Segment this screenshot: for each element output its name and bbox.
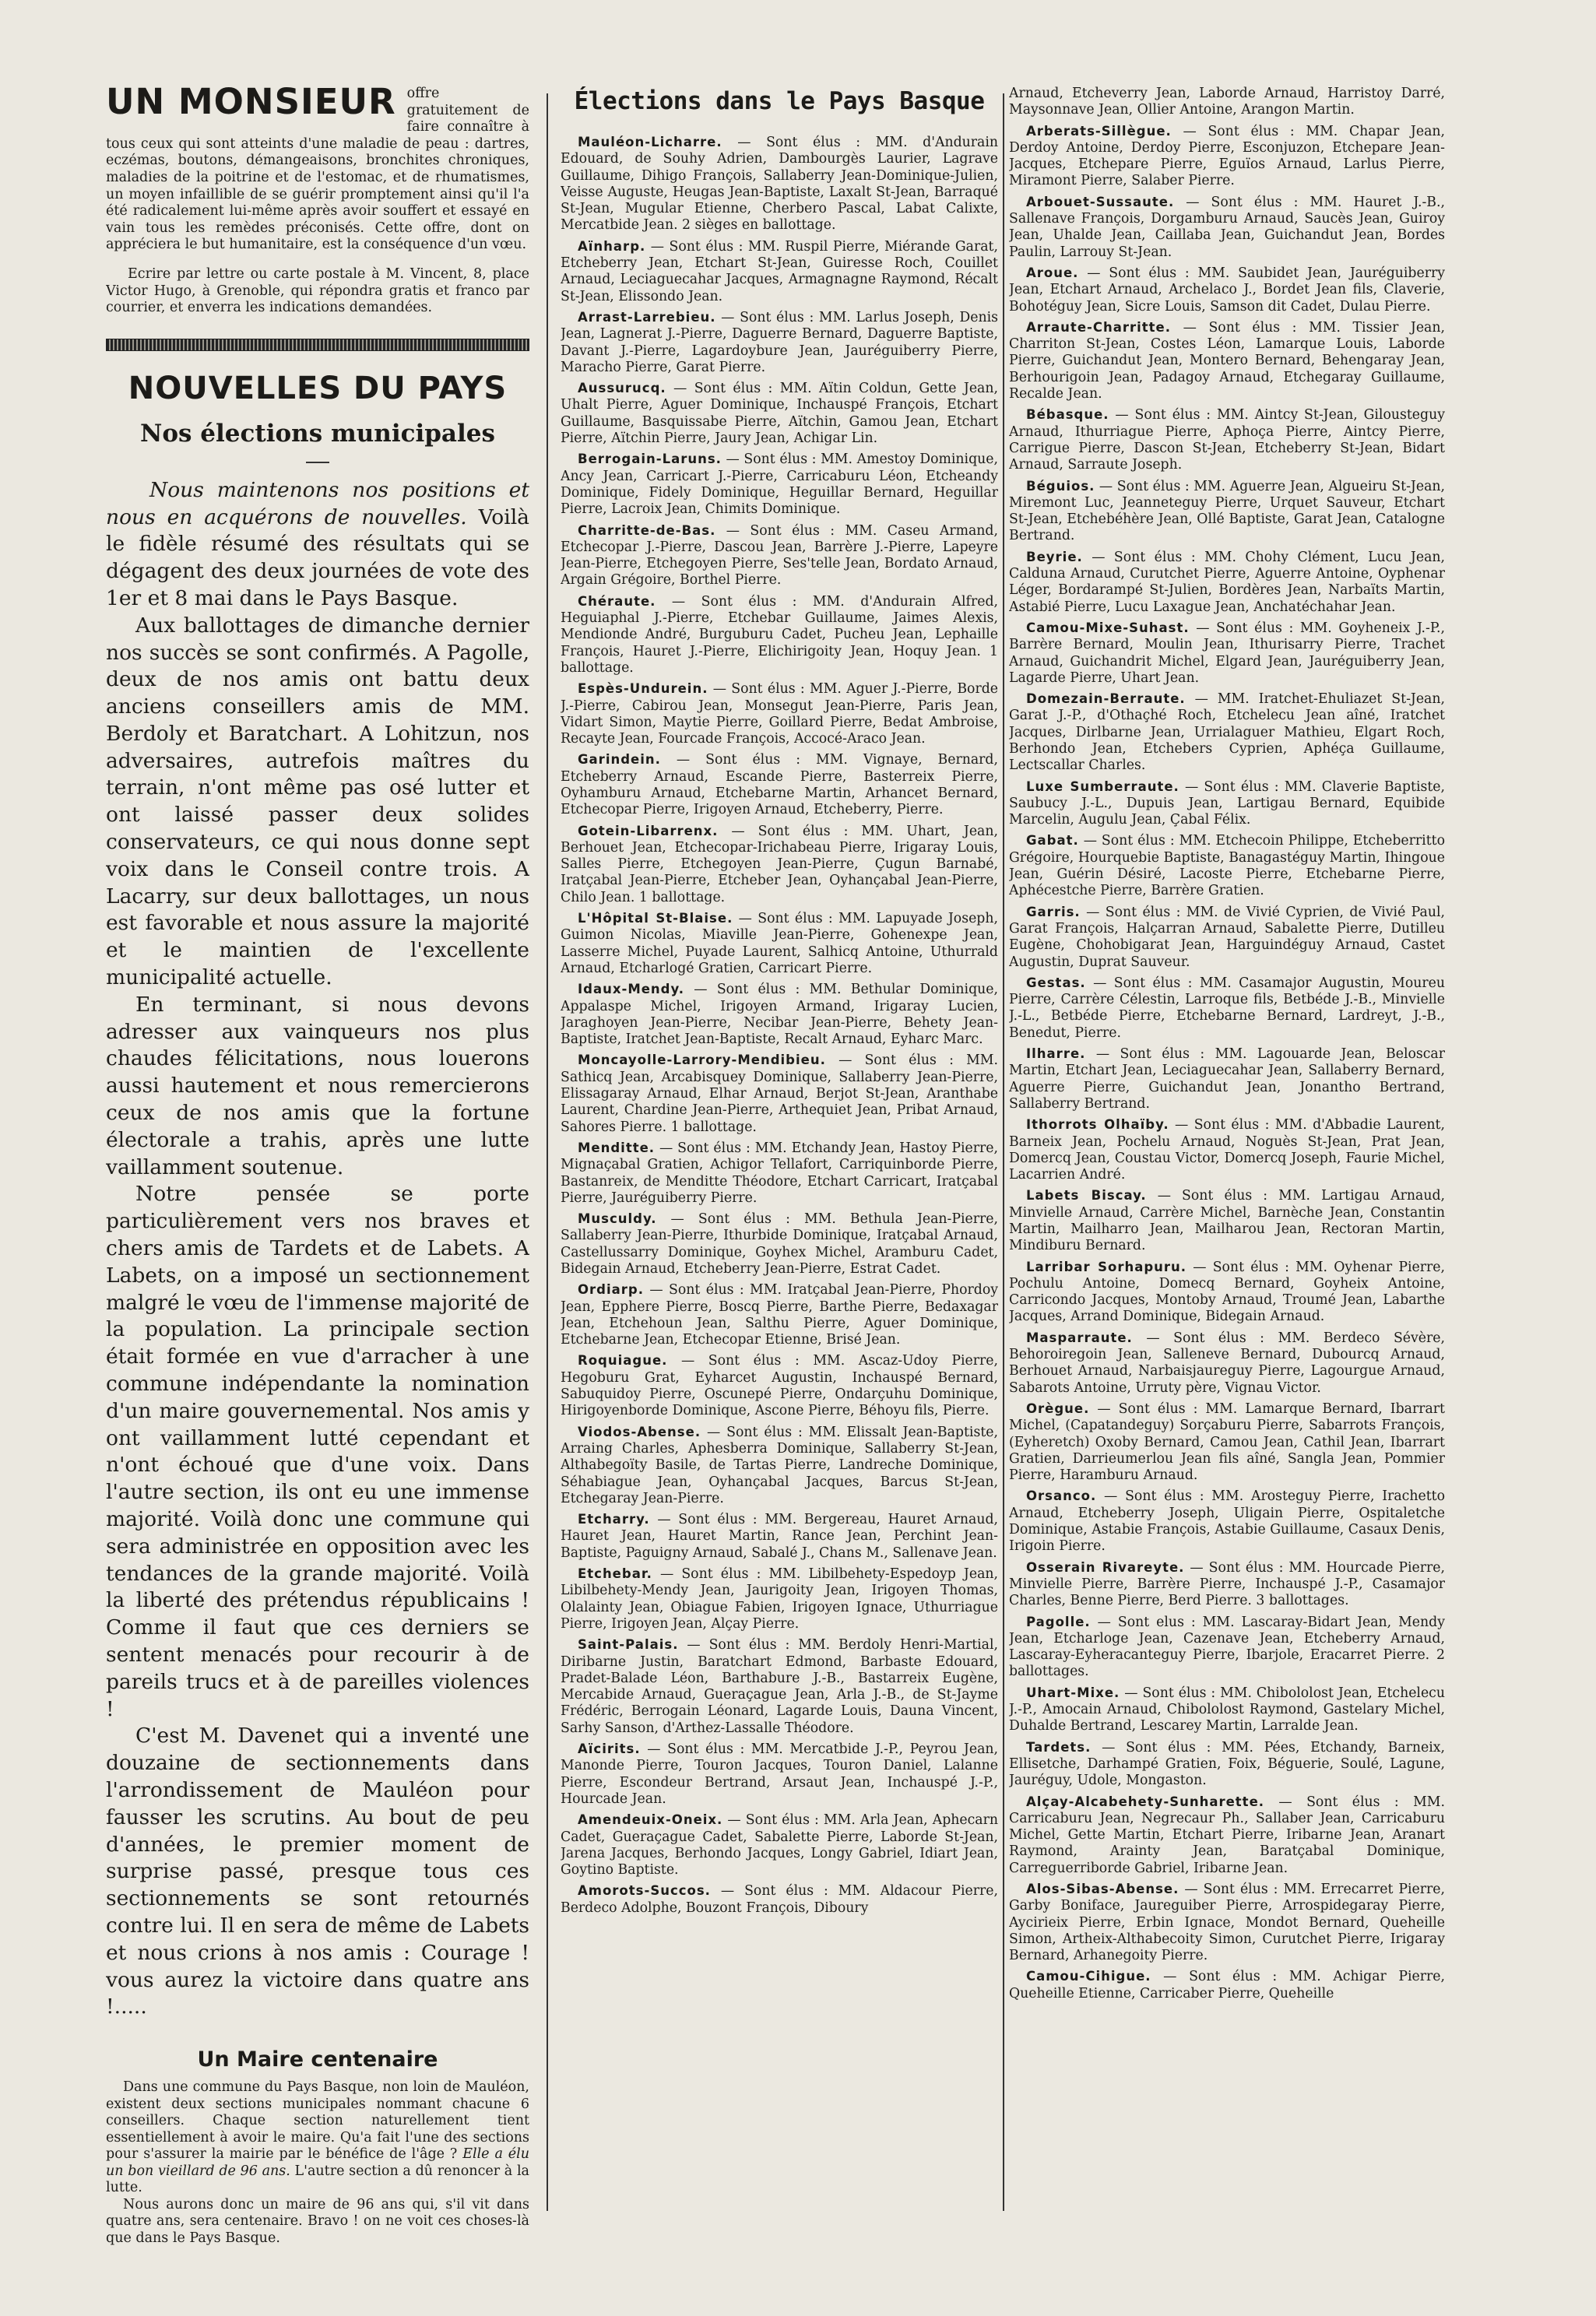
elected-list: — Sont élus : MM. d'Abbadie Laurent, Barneix Jean, Pochelu Arnaud, Noguès St-Jean, Prat Jean, Domercq Jean, Coustau Victor, Domercq Joseph, Faurie Michel, Lacarrien André. xyxy=(1009,1117,1445,1183)
commune-name: Alos-Sibas-Abense. xyxy=(1026,1881,1179,1896)
election-entry xyxy=(561,1281,998,1348)
article-paragraph: Nous maintenons nos positions et nous en acquérons de nouvelles. Voilà le fidèle résumé des résultats qui se dégagent des deux journées de vote des 1er et 8 mai dans le Pays Basque. xyxy=(106,477,529,610)
commune-name: Camou-Cihigue. xyxy=(1026,1969,1151,1984)
elected-list: — Sont élus : MM. Lapuyade Joseph, Guimon Nicolas, Miaville Jean-Pierre, Gohenexpe Jean, Lasserre Michel, Puyade Laurent, Salhicq Antoine, Uthurrald Arnaud, Etcharlogé Gratien, Carricart Pierre. xyxy=(561,911,998,976)
elected-list: — Sont élus : MM. Claverie Baptiste, Saubucy J.-L., Dupuis Jean, Lartigau Bernard, Equibide Marcelin, Augulu Jean, Çabal Félix. xyxy=(1009,778,1445,828)
commune-name: Gotein-Libarrenx. xyxy=(578,823,719,838)
commune-name: Berrogain-Laruns. xyxy=(578,452,722,467)
elected-list: — Sont élus : MM. Goyheneix J.-P., Barrère Bernard, Moulin Jean, Ithurisarry Pierre, Trachet Arnaud, Guichandrit Michel, Elgard Jean, Jauréguiberry Jean, Lagarde Pierre, Uhart Jean. xyxy=(1009,620,1445,686)
election-entry xyxy=(561,380,998,447)
commune-name: Labets Biscay. xyxy=(1026,1188,1147,1204)
election-entry xyxy=(561,1812,998,1878)
left-column xyxy=(106,86,529,2247)
elected-list: — Sont élus : MM. d'Andurain Alfred, Heguiaphal J.-Pierre, Etchebar Guillaume, Jaimes Alexis, Mendionde André, Burguburu Cadet, Pucheu Jean, Lephaille François, Hauret J.-Pierre, Elichirigoity Jean, Hoquy Jean. 1 ballottage. xyxy=(561,593,998,676)
election-entry xyxy=(1009,265,1445,315)
election-entry xyxy=(561,1882,998,1917)
commune-name: Menditte. xyxy=(578,1140,656,1155)
elected-list: — Sont élus : MM. Errecarret Pierre, Garby Boniface, Jaureguiber Pierre, Arrospidegaray Pierre, Aycirieix Pierre, Erbin Ignace, Mondot Bernard, Queheille Simon, Artheix-Althabecoity Simon, Curutchet Pierre, Irigaray Bernard, Arhanegoity Pierre. xyxy=(1009,1881,1445,1964)
elected-list: — Sont élus : MM. Lamarque Bernard, Ibarrart Michel, (Capatandeguy) Sorçaburu Pierre, Sabarrots François, (Eyheretch) Oxoby Bernard, Camou Jean, Cathil Jean, Ibarrart Gratien, Darrieumerlou Jean fils aîné, Sangla Jean, Pommier Pierre, Haramburu Arnaud. xyxy=(1009,1400,1445,1484)
elected-list: — Sont élus : MM. Bethula Jean-Pierre, Sallaberry Jean-Pierre, Ithurbide Dominique, Iratçabal Arnaud, Castellussarry Dominique, Goyhex Michel, Aramburu Cadet, Bidegain Arnaud, Etcheberry Jean-Pierre, Estrat Cadet. xyxy=(561,1211,998,1277)
election-entry xyxy=(1009,904,1445,971)
elected-list: — Sont élus : MM. Amestoy Dominique, Ancy Jean, Carricart J.-Pierre, Carricaburu Léon, Etcheandy Dominique, Fidely Dominique, Heguillar Bernard, Heguillar Pierre, Lacroix Jean, Chimits Dominique. xyxy=(561,452,998,518)
commune-name: Bébasque. xyxy=(1026,407,1109,423)
election-entry xyxy=(1009,1685,1445,1735)
commune-name: Béguios. xyxy=(1026,478,1095,494)
election-entry xyxy=(1009,975,1445,1042)
election-entry xyxy=(561,134,998,234)
commune-name: Orègue. xyxy=(1026,1400,1090,1416)
advertisement xyxy=(106,86,529,254)
election-entry xyxy=(1009,1968,1445,2002)
commune-name: Espès-Undurein. xyxy=(578,681,708,697)
elected-list: — Sont élus : MM. Chohy Clément, Lucu Jean, Calduna Arnaud, Curutchet Pierre, Aguerre Antoine, Oyphenar Léger, Bordarampé St-Julien, Bordères Jean, Narbaïts Martin, Astabié Pierre, Lucu Laxague Jean, Anchatéchahar Jean. xyxy=(1009,549,1445,615)
commune-name: Domezain-Berraute. xyxy=(1026,691,1186,707)
election-entry xyxy=(1009,1116,1445,1183)
elected-list: — Sont élus : MM. Saubidet Jean, Jauréguiberry Jean, Etchart Arnaud, Archelaco J., Bordet Jean fils, Claverie, Bohotéguy Jean, Sicre Louis, Samson dit Cadet, Dulau Pierre. xyxy=(1009,265,1445,315)
elected-list: — Sont élus : MM. Libilbehety-Espedoyp Jean, Libilbehety-Mendy Jean, Jaurigoity Jean, Irigoyen Thomas, Olalainty Jean, Obiague Fabien, Irigoyen Ignace, Uthurriague Pierre, Irigoyen Jean, Alçay Pierre. xyxy=(561,1566,998,1632)
election-entry xyxy=(1009,1330,1445,1397)
election-entry xyxy=(561,451,998,518)
election-entry xyxy=(561,522,998,589)
elected-list: — Sont élus : MM. Bethular Dominique, Appalaspe Michel, Irigoyen Armand, Irigaray Lucien, Jaraghoyen Jean-Pierre, Necibar Jean-Pierre, Behety Jean-Baptiste, Iratchet Jean-Baptiste, Recalt Arnaud, Eyharc Marc. xyxy=(561,982,998,1048)
elected-list: — Sont élus : MM. Lartigau Arnaud, Minvielle Arnaud, Carrère Michel, Barnèche Jean, Constantin Martin, Mailharro Jean, Mailharou Jean, Rectoran Martin, Mindiburu Bernard. xyxy=(1009,1188,1445,1254)
elected-list: — Sont élus : MM. Elissalt Jean-Baptiste, Arraing Charles, Aphesberra Dominique, Sallaberry St-Jean, Althabegoïty Basile, de Tartas Pierre, Landreche Dominique, Séhabiague Jean, Oyhançabal Jacques, Barcus St-Jean, Etchegaray Jean-Pierre. xyxy=(561,1424,998,1506)
election-entry xyxy=(561,910,998,977)
election-entry xyxy=(561,1511,998,1562)
commune-name: Viodos-Abense. xyxy=(578,1424,701,1439)
election-entry xyxy=(1009,832,1445,899)
elected-list: — Sont élus : MM. Berdeco Sévère, Behoroiregoin Jean, Salleneve Bernard, Dubourcq Arnaud, Berhouet Arnaud, Narbaisjaureguy Pierre, Lagourgue Arnaud, Sabarots Antoine, Urruty père, Vignau Victor. xyxy=(1009,1330,1445,1396)
election-entry xyxy=(561,1424,998,1507)
commune-name: Ilharre. xyxy=(1026,1046,1086,1062)
election-entry xyxy=(1009,1400,1445,1484)
commune-name: Arbouet-Sussaute. xyxy=(1026,194,1175,209)
election-entry xyxy=(561,823,998,906)
commune-name: Garindein. xyxy=(578,752,661,768)
title-dash xyxy=(306,462,329,463)
commune-name: Uhart-Mixe. xyxy=(1026,1685,1120,1700)
commune-name: Amendeuix-Oneix. xyxy=(578,1812,723,1828)
election-entry xyxy=(561,1052,998,1135)
election-entry xyxy=(1009,194,1445,261)
commune-name: Mauléon-Licharre. xyxy=(578,135,722,149)
elected-list: — Sont élus : MM. Chibololost Jean, Etchelecu J.-P., Amocain Arnaud, Chibololost Raymond, Gastelary Michel, Duhalde Bertrand, Lescarey Martin, Larralde Jean. xyxy=(1009,1685,1445,1734)
section-title: NOUVELLES DU PAYS xyxy=(128,370,508,406)
commune-name: Alçay-Alcabehety-Sunharette. xyxy=(1026,1794,1265,1809)
commune-name: Masparraute. xyxy=(1026,1330,1133,1345)
election-entry xyxy=(561,309,998,376)
elected-list: — Sont élus : MM. Aguerre Jean, Algueiru St-Jean, Miremont Luc, Jeanneteguy Pierre, Urquet Sauveur, Etchart St-Jean, Etchebéhère Jean, Ollé Baptiste, Garat Jean, Catalogne Bertrand. xyxy=(1009,478,1445,544)
commune-name: Ordiarp. xyxy=(578,1282,644,1298)
commune-name: Camou-Mixe-Suhast. xyxy=(1026,620,1190,635)
election-entry xyxy=(1009,1488,1445,1555)
election-entry xyxy=(561,1211,998,1277)
commune-name: Osserain Rivareyte. xyxy=(1026,1559,1185,1575)
ad-text: offre gratuitement de faire connaître à tous ceux qui sont atteints d'une maladie de peau : dartres, eczémas, boutons, démangeaisons, bronchites chroniques, maladies de la poitrine et de l'estomac, et de rhumatismes, un moyen infaillible de se guérir promptement ainsi qu'il l'a été radicalement lui-même après avoir souffert et essayé en vain tous les remèdes préconisés. Cette offre, dont on appréciera le but humanitaire, est la conséquence d'un vœu. xyxy=(106,86,529,253)
commune-name: Gabat. xyxy=(1026,833,1079,849)
commune-name: Saint-Palais. xyxy=(578,1637,679,1653)
election-entry xyxy=(561,1352,998,1419)
ad-contact: Ecrire par lettre ou carte postale à M. Vincent, 8, place Victor Hugo, à Grenoble, qui répondra gratis et franco par courrier, et enverra les indications demandées. xyxy=(106,265,529,316)
elected-list: — Sont élus : MM. Etchandy Jean, Hastoy Pierre, Mignaçabal Gratien, Achigor Tellafort, Carriquinborde Pierre, Bastanreix, de Menditte Théodore, Etchart Carricart, Iratçabal Pierre, Jauréguiberry Pierre. xyxy=(561,1140,998,1206)
elected-list: — Sont élus : MM. Lagouarde Jean, Beloscar Martin, Etchart Jean, Leciaguecahar Jean, Sallaberry Bernard, Aguerre Pierre, Guichandut Jean, Jonantho Bertrand, Sallaberry Bertrand. xyxy=(1009,1046,1445,1112)
commune-name: Moncayolle-Larrory-Mendibieu. xyxy=(578,1053,826,1068)
commune-name: Charritte-de-Bas. xyxy=(578,522,716,538)
maire-article-body xyxy=(106,2079,529,2247)
election-entry xyxy=(561,1741,998,1808)
article-lead: Nous maintenons nos positions et nous en acquérons de nouvelles. xyxy=(106,477,529,529)
elected-list: — Sont élus : MM. Casamajor Augustin, Moureu Pierre, Carrère Célestin, Larroque fils, Betbéde J.-B., Minvielle J.-L., Betbéde Pierre, Etchebarne Bernard, Lardreyt, J.-B., Benedut, Pierre. xyxy=(1009,975,1445,1041)
commune-name: Garris. xyxy=(1026,904,1081,919)
commune-name: Larribar Sorhapuru. xyxy=(1026,1259,1187,1274)
elected-list: — Sont élus : MM. Aïtin Coldun, Gette Jean, Uhalt Pierre, Aguer Dominique, Inchauspé François, Etchart Guillaume, Basquissabe Pierre, Aïtchin, Gamou Jean, Etchart Pierre, Aïtchin Pierre, Jaury Jean, Achigar Lin. xyxy=(561,381,998,447)
elected-list: — MM. Iratchet-Ehuliazet St-Jean, Garat J.-P., d'Othaçhé Roch, Etchelecu Jean aîné, Iratchet Jacques, Dirlbarne Jean, Urrialaguer Mathieu, Elgart Roch, Berhondo Jean, Etchebers Cyprien, Aphéça Guillaume, Lectscallar Charles. xyxy=(1009,691,1445,774)
elected-list: — Sont élus : MM. Ascaz-Udoy Pierre, Hegoburu Grat, Eyharcet Augustin, Inchauspé Bernard, Sabuquidoy Pierre, Oscunepé Pierre, Ondarçuhu Dominique, Hirigoyenborde Dominique, Ascone Pierre, Béhoyu fils, Pierre. xyxy=(561,1353,998,1419)
article-paragraph: En terminant, si nous devons adresser aux vainqueurs nos plus chaudes félicitations, nous louerons aussi hautement et nous remercierons ceux de nos amis que la fortune électorale a trahis, après une lutte vaillamment soutenue. xyxy=(106,992,529,1179)
commune-name: Aroue. xyxy=(1026,265,1079,280)
article-title: Nos élections municipales xyxy=(140,419,495,448)
election-entry xyxy=(1009,1881,1445,1964)
election-entry xyxy=(561,238,998,305)
election-entry xyxy=(561,1566,998,1632)
elections-list xyxy=(561,134,998,1917)
article-paragraph: Aux ballottages de dimanche dernier nos succès se sont confirmés. A Pagolle, deux de nos amis ont battu deux anciens conseillers amis de MM. Berdoly et Baratchart. A Lohitzun, nos adversaires, autrefois maîtres du terrain, n'ont même pas osé lutter et ont laissé passer deux solides conservateurs, ce qui nous donne sept voix dans le Conseil contre trois. A Lacarry, sur deux ballottages, un nous est favorable et nous assure la majorité et le maintien de l'excellente municipalité actuelle. xyxy=(106,613,529,990)
commune-name: Aussurucq. xyxy=(578,381,666,396)
commune-name: Musculdy. xyxy=(578,1211,657,1227)
elected-list: — Sont élus : MM. Mercatbide J.-P., Peyrou Jean, Manonde Pierre, Touron Jacques, Touron Daniel, Lalanne Pierre, Escondeur Bertrand, Arsaut Jean, Inchauspé J.-P., Hourcade Jean. xyxy=(561,1741,998,1807)
elected-list: — Sont élus : MM. Etchecoin Philippe, Etcheberritto Grégoire, Hourquebie Baptiste, Banagastéguy Martin, Ihingoue Jean, Guérin Désiré, Lacoste Pierre, Etchebarne Pierre, Aphécestche Pierre, Barrère Gratien. xyxy=(1009,833,1445,899)
commune-name: Aïnharp. xyxy=(578,238,646,254)
elected-list: — Sont élus : MM. Bergereau, Hauret Arnaud, Hauret Jean, Hauret Martin, Rance Jean, Perchint Jean-Baptiste, Paguigny Arnaud, Sabalé J., Chans M., Sallenave Jean. xyxy=(561,1512,998,1561)
election-entry xyxy=(1009,1046,1445,1112)
commune-name: Luxe Sumberraute. xyxy=(1026,778,1179,794)
election-entry xyxy=(1009,478,1445,545)
elected-list: — Sont élus : MM. Achigar Pierre, Queheille Etienne, Carricaber Pierre, Queheille xyxy=(1009,1969,1445,2001)
column-rule xyxy=(1003,93,1004,2211)
election-entry xyxy=(1009,1559,1445,1610)
election-entry xyxy=(561,1140,998,1207)
commune-name: L'Hôpital St-Blaise. xyxy=(578,911,733,926)
election-entry xyxy=(1009,1187,1445,1254)
elected-list: — Sont elus : MM. Lascaray-Bidart Jean, Mendy Jean, Etcharloge Jean, Cazenave Jean, Etcheberry Arnaud, Lascaray-Eyheracanteguy Pierre, Ibarjole, Eracarret Pierre. 2 ballottages. xyxy=(1009,1614,1445,1680)
elected-list: — Sont élus : MM. Aintcy St-Jean, Gilousteguy Arnaud, Ithurriague Pierre, Aphoça Pierre, Aintcy Pierre, Carrigue Pierre, Dascon St-Jean, Etcheberry St-Jean, Bidart Arnaud, Sarraute Joseph. xyxy=(1009,407,1445,473)
elected-list: — Sont élus : MM. Iratçabal Jean-Pierre, Phordoy Jean, Epphere Pierre, Boscq Pierre, Barthe Pierre, Bedaxagar Jean, Etchehoun Jean, Salthu Pierre, Aguer Dominique, Etchebarne Jean, Etchecopar Etienne, Brisé Jean. xyxy=(561,1282,998,1348)
elected-list: — Sont élus : MM. Ruspil Pierre, Miérande Garat, Etcheberry Jean, Etchart St-Jean, Guiresse Roch, Couillet Arnaud, Leciaguecahar Jacques, Armagnagne Raymond, Récalt St-Jean, Elissondo Jean. xyxy=(561,238,998,304)
elected-list: — Sont élus : MM. Pées, Etchandy, Barneix, Ellisetche, Darhampé Gratien, Foix, Béguerie, Soulé, Lagune, Jauréguy, Udole, Mongaston. xyxy=(1009,1739,1445,1789)
commune-name: Tardets. xyxy=(1026,1739,1092,1755)
elected-list: — Sont élus : MM. Caseu Armand, Etchecopar J.-Pierre, Dascou Jean, Barrère J.-Pierre, Lapeyre Jean-Pierre, Etchegoyen Pierre, Ses'telle Jean, Bordato Arnaud, Argain Grégoire, Borthel Pierre. xyxy=(561,522,998,589)
article-paragraph: Nous aurons donc un maire de 96 ans qui, s'il vit dans quatre ans, sera centenaire. Bravo ! on ne voit ces choses-là que dans le Pays Basque. xyxy=(106,2196,529,2246)
election-entry xyxy=(561,1636,998,1737)
elected-list: — Sont élus : MM. Hourcade Pierre, Minvielle Pierre, Barrère Pierre, Inchauspé J.-P., Casamajor Charles, Benne Pierre, Berd Pierre. 3 ballottages. xyxy=(1009,1559,1445,1609)
elected-list: — Sont élus : MM. Tissier Jean, Charriton St-Jean, Costes Léon, Lamarque Louis, Laborde Pierre, Guichandut Jean, Montero Bernard, Behengaray Jean, Berhourigoin Jean, Padagoy Arnaud, Etchegaray Guillaume, Recalde Jean. xyxy=(1009,319,1445,402)
election-entry xyxy=(1009,1259,1445,1326)
commune-name: Ithorrots Olhaïby. xyxy=(1026,1117,1169,1133)
commune-name: Idaux-Mendy. xyxy=(578,982,684,997)
election-entry xyxy=(1009,620,1445,687)
section-separator xyxy=(106,339,529,351)
elected-list: — Sont élus : MM. Aguer J.-Pierre, Borde J.-Pierre, Cabirou Jean, Monsegut Jean-Pierre, Paris Jean, Vidart Simon, Maytie Pierre, Goillard Pierre, Bedat Ambroise, Recayte Jean, Fourcade François, Accocé-Araco Jean. xyxy=(561,681,998,747)
commune-name: Etcharry. xyxy=(578,1512,650,1527)
middle-column xyxy=(561,86,998,1921)
election-entry xyxy=(561,680,998,747)
elected-list: — Sont élus : MM. de Vivié Cyprien, de Vivié Paul, Garat François, Halçarran Arnaud, Sabalette Pierre, Dutilleu Eugène, Chohobigarat Jean, Harguindéguy Arnaud, Castet Augustin, Duprat Sauveur. xyxy=(1009,904,1445,970)
commune-name: Etchebar. xyxy=(578,1566,652,1582)
elected-list: — Sont élus : MM. Oyhenar Pierre, Pochulu Antoine, Domecq Bernard, Goyheix Antoine, Carricondo Jacques, Montoby Arnaud, Troumé Jean, Labarthe Jacques, Arrand Dominique, Bidegain Arnaud. xyxy=(1009,1259,1445,1325)
commune-name: Amorots-Succos. xyxy=(578,1883,711,1899)
elections-list xyxy=(1009,123,1445,2002)
election-entry xyxy=(1009,406,1445,473)
maire-article-title: Un Maire centenaire xyxy=(197,2047,438,2072)
commune-name: Arraute-Charritte. xyxy=(1026,319,1172,335)
commune-name: Roquiague. xyxy=(578,1353,668,1369)
election-entry xyxy=(1009,549,1445,616)
commune-name: Gestas. xyxy=(1026,975,1086,990)
ad-headline: UN MONSIEUR xyxy=(106,86,396,122)
election-entry xyxy=(1009,1794,1445,1877)
article-paragraph: Dans une commune du Pays Basque, non loin de Mauléon, existent deux sections municipales nommant chacune 6 conseillers. Chaque section naturellement tient essentiellement à avoir le maire. Qu'a fait l'une des sections pour s'assurer la mairie par le bénéfice de l'âge ? Elle a élu un bon vieillard de 96 ans. L'autre section a dû renoncer à la lutte. xyxy=(106,2079,529,2196)
elected-list: — Sont élus : MM. Larlus Joseph, Denis Jean, Lagnerat J.-Pierre, Daguerre Bernard, Daguerre Baptiste, Davant J.-Pierre, Lagardoybure Jean, Jauréguiberry Pierre, Maracho Pierre, Garat Pierre. xyxy=(561,309,998,375)
elected-list: — Sont élus : MM. Berdoly Henri-Martial, Diribarne Justin, Baratchart Edmond, Barbaste Edouard, Pradet-Balade Léon, Barthabure J.-B., Bastarreix Eugène, Mercabide Arnaud, Gueraçague Jean, Arla J.-B., de St-Jayme Frédéric, Berrogain Léonard, Lagarde Louis, Dauna Vincent, Sarhy Sanson, d'Arthez-Lassalle Théodore. xyxy=(561,1637,998,1736)
elected-list: — Sont élus : MM. Hauret J.-B., Sallenave François, Dorgamburu Arnaud, Saucès Jean, Guiroy Jean, Uhalde Jean, Caillaba Jean, Guichandut Jean, Bordes Paulin, Larrouy St-Jean. xyxy=(1009,194,1445,260)
election-entry xyxy=(1009,319,1445,402)
elected-list: — Sont élus : MM. Uhart, Jean, Berhouet Jean, Etchecopar-Irichabeau Pierre, Irigaray Louis, Salles Pierre, Etchegoyen Jean-Pierre, Çugun Barnabé, Iratçabal Jean-Pierre, Etcheber Jean, Oyhançabal Jean-Pierre, Chilo Jean. 1 ballottage. xyxy=(561,823,998,905)
article-body xyxy=(106,477,529,2021)
commune-name: Pagolle. xyxy=(1026,1614,1091,1629)
election-entry xyxy=(561,751,998,818)
elected-list: — Sont élus : MM. Vignaye, Bernard, Etcheberry Arnaud, Escande Pierre, Basterreix Pierre, Oyhamburu Arnaud, Etchebarne Martin, Arhancet Bernard, Etchecopar Pierre, Irigoyen Arnaud, Etcheberry, Pierre. xyxy=(561,752,998,818)
election-entry xyxy=(1009,778,1445,829)
election-entry xyxy=(561,593,998,677)
commune-name: Beyrie. xyxy=(1026,549,1083,564)
article-paragraph: C'est M. Davenet qui a inventé une douzaine de sectionnements dans l'arrondissement de Mauléon pour fausser les scrutins. Au bout de peu d'années, le premier moment de surprise passé, presque tous ces sectionnements se sont retournés contre lui. Il en sera de même de Labets et nous crions à nos amis : Courage ! vous aurez la victoire dans quatre ans !..... xyxy=(106,1724,529,2019)
commune-name: Arrast-Larrebieu. xyxy=(578,309,716,325)
elected-list: — Sont élus : MM. Arosteguy Pierre, Irachetto Arnaud, Etcheberry Joseph, Uligain Pierre, Ospitaletche Dominique, Astabie François, Astabie Guillaume, Casaux Denis, Irigoin Pierre. xyxy=(1009,1488,1445,1555)
elected-list: — Sont élus : MM. Chapar Jean, Derdoy Antoine, Derdoy Pierre, Esconjuzon, Etchepare Jean-Jacques, Etchepare Pierre, Eguïos Arnaud, Larlus Pierre, Miramont Pierre, Salaber Pierre. xyxy=(1009,123,1445,189)
elections-title: Élections dans le Pays Basque xyxy=(574,87,985,115)
elected-list: — Sont élus : MM. d'Andurain Edouard, de Souhy Adrien, Dambourgès Laurier, Lagrave Guillaume, Dihigo François, Sallaberry Jean-Dominique-Julien, Veisse Auguste, Heugas Jean-Baptiste, Laxalt St-Jean, Barraqué St-Jean, Mugular Etienne, Cherbero Pascal, Labat Calixte, Mercatbide Jean. 2 sièges en ballottage. xyxy=(561,135,998,234)
election-entry xyxy=(561,981,998,1048)
article-paragraph: Notre pensée se porte particulièrement vers nos braves et chers amis de Tardets et de Labets. A Labets, on a imposé un sectionnement malgré le vœu de l'immense majorité de la population. La principale section était formée en vue d'arracher à une commune indépendante la nomination d'un maire gouvernemental. Nos amis y ont vaillamment lutté cependant et n'ont échoué que d'une voix. Dans l'autre section, ils ont eu une immense majorité. Voilà donc une commune qui sera administrée en opposition avec les tendances de la grande majorité. Voilà la liberté des prétendus républicains ! Comme il faut que ces derniers se sentent menacés pour recourir à de pareils trucs et à de pareilles violences ! xyxy=(106,1182,529,1721)
commune-name: Orsanco. xyxy=(1026,1488,1097,1504)
election-entry xyxy=(1009,691,1445,774)
election-entry xyxy=(1009,1614,1445,1681)
commune-name: Aïcirits. xyxy=(578,1741,641,1757)
elected-list: — Sont élus : MM. Arla Jean, Aphecarn Cadet, Gueraçague Cadet, Sabalette Pierre, Laborde St-Jean, Jarena Jacques, Berhondo Jacques, Longy Gabriel, Idiart Jean, Goytino Baptiste. xyxy=(561,1812,998,1878)
election-entry-continued: Arnaud, Etcheverry Jean, Laborde Arnaud, Harristoy Darré, Maysonnave Jean, Ollier Antoine, Arangon Martin. xyxy=(1009,86,1445,118)
elected-list: — Sont élus : MM. Sathicq Jean, Arcabisquey Dominique, Sallaberry Jean-Pierre, Elissagaray Arnaud, Elhar Arnaud, Berjot St-Jean, Aranthabe Laurent, Chardine Jean-Pierre, Arthequiet Jean, Pribat Arnaud, Sahores Pierre. 1 ballottage. xyxy=(561,1053,998,1135)
column-rule xyxy=(547,93,548,2211)
right-column xyxy=(1009,86,1445,2006)
election-entry xyxy=(1009,123,1445,190)
commune-name: Arberats-Sillègue. xyxy=(1026,123,1172,139)
commune-name: Chéraute. xyxy=(578,593,656,609)
elected-list: — Sont élus : MM. Aldacour Pierre, Berdeco Adolphe, Bouzont François, Diboury xyxy=(561,1883,998,1916)
elected-list: — Sont élus : MM. Carricaburu Jean, Negrecaur Ph., Sallaber Jean, Carricaburu Michel, Gette Martin, Etchart Pierre, Iribarne Jean, Aranart Raymond, Arainty Jean, Baratçabal Dominique, Carreguerriborde Gabriel, Iribarne Jean. xyxy=(1009,1794,1445,1876)
election-entry xyxy=(1009,1739,1445,1790)
